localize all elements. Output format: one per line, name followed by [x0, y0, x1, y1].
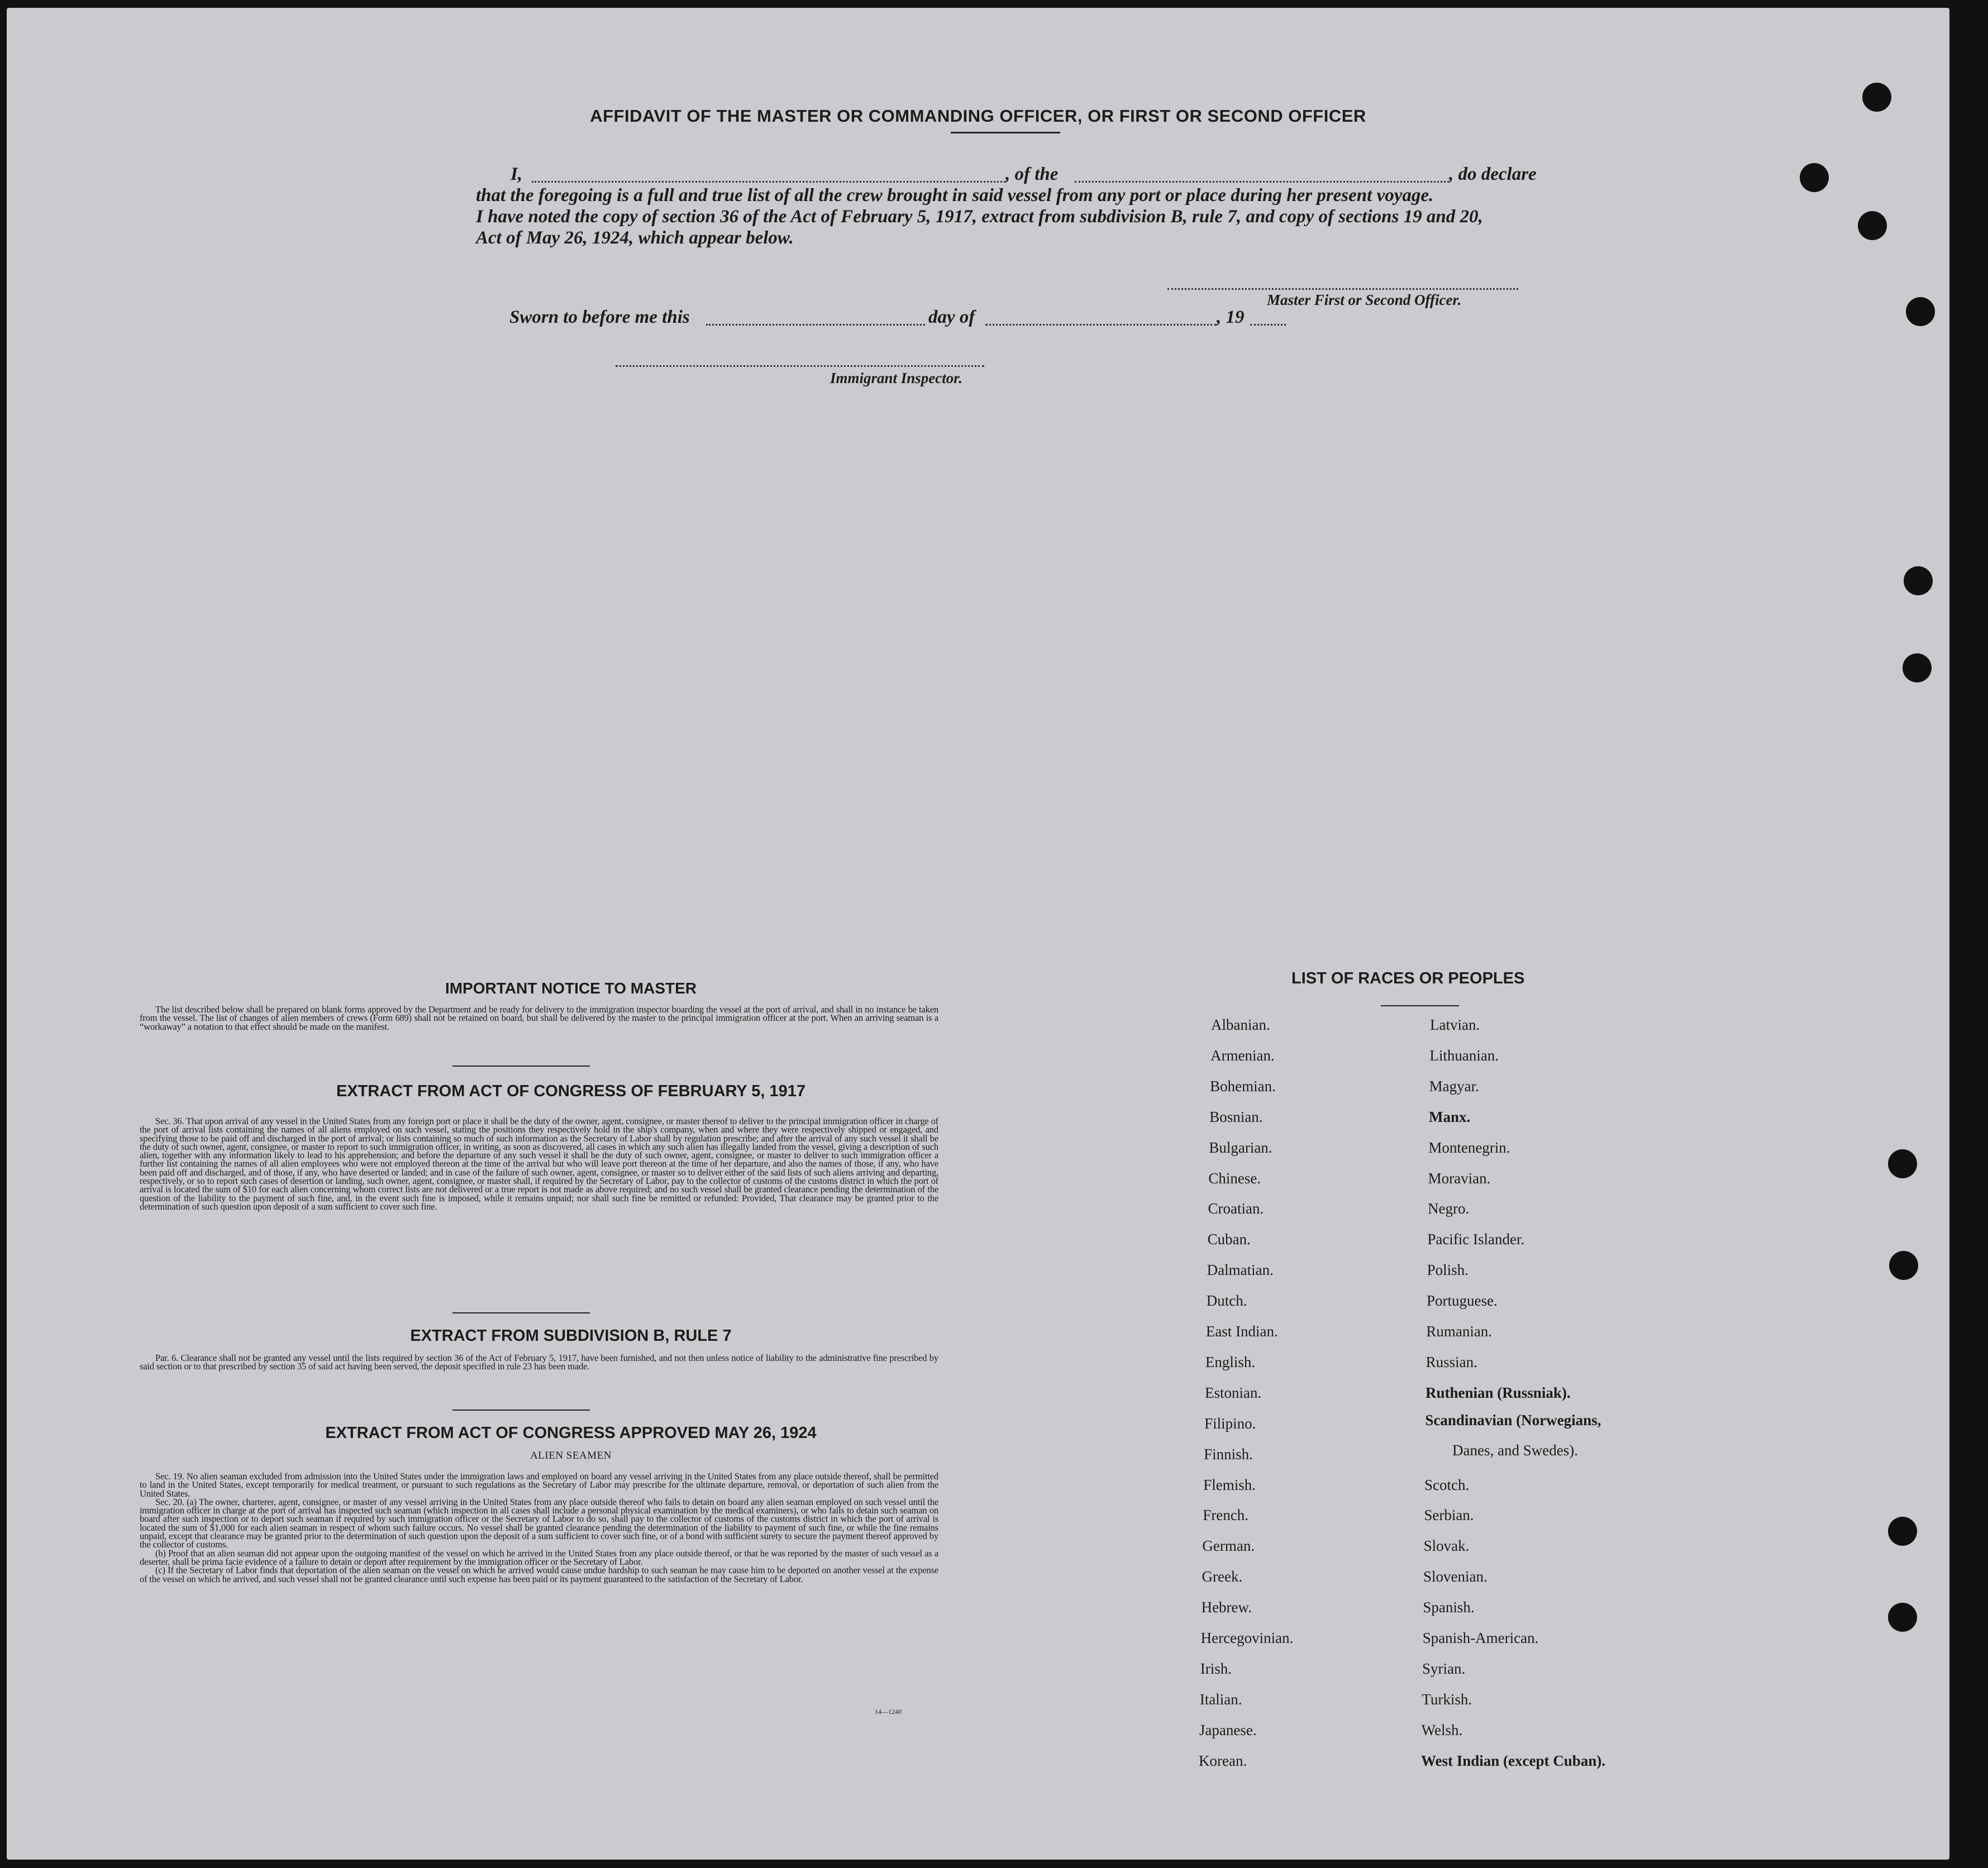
race-item: Hebrew. [1201, 1599, 1252, 1616]
affidavit-i: I, [511, 164, 523, 184]
extract-1917-body [140, 1117, 938, 1211]
notice-body [140, 1005, 938, 1031]
race-item-continuation: Danes, and Swedes). [1452, 1442, 1578, 1459]
extract-1924-paragraph: Sec. 20. (a) The owner, charterer, agent, consignee, or master of any vessel arriving in the United States from any place outside thereof who fails to detain on board any alien seaman employed on such vessel until the immigration officer in charge at the port of arrival has inspected such seaman (which inspection in all cases shall include a personal physical examination by the medical examiners), or who fails to detain such seaman on board after such inspection or to deport such seaman if required by such immigration officer or the Secretary of Labor to do so, shall pay to the collector of customs of the customs district in which the port of arrival is located the sum of $1,000 for each alien seaman in respect of whom such failure occurs. No vessel shall be granted clearance pending the determination of the liability to payment of such fine, or while the fine remains unpaid, except that clearance may be granted prior to the determination of such question upon the deposit of a sum sufficient to cover such fine, or of a bond with sufficient surety to secure the payment thereof approved by the collector of customs. [140, 1496, 938, 1550]
race-item: Slovak. [1423, 1537, 1470, 1555]
extract-rule7-title: EXTRACT FROM SUBDIVISION B, RULE 7 [410, 1327, 732, 1345]
affidavit-title: AFFIDAVIT OF THE MASTER OR COMMANDING OFFICER, OR FIRST OR SECOND OFFICER [590, 106, 1366, 126]
race-item: Greek. [1202, 1568, 1243, 1585]
affidavit-line-3: I have noted the copy of section 36 of the Act of February 5, 1917, extract from subdivision B, rule 7, and copy of sections 19 and 20, [476, 207, 1483, 227]
race-item: Spanish-American. [1422, 1630, 1539, 1646]
race-item: Spanish. [1423, 1599, 1475, 1616]
race-item: Dutch. [1206, 1292, 1247, 1310]
affidavit-line-1 [7, 164, 1949, 187]
form-number: 14—1240 [875, 1708, 902, 1716]
races-divider [1381, 1005, 1459, 1006]
binder-hole [1888, 1149, 1917, 1178]
extract-rule7-body [140, 1354, 938, 1371]
section-divider [452, 1066, 590, 1067]
races-title: LIST OF RACES OR PEOPLES [1291, 969, 1525, 987]
race-item: Estonian. [1205, 1384, 1262, 1401]
name-blank[interactable] [532, 181, 1005, 183]
race-item: Polish. [1427, 1262, 1469, 1279]
race-item: Korean. [1199, 1752, 1247, 1769]
race-item: Dalmatian. [1207, 1262, 1274, 1279]
extract-1924-subtitle: ALIEN SEAMEN [530, 1450, 612, 1461]
document-page [7, 8, 1949, 1860]
extract-1924-title: EXTRACT FROM ACT OF CONGRESS APPROVED MAY 26, 1924 [325, 1424, 817, 1442]
affidavit-line-2: that the foregoing is a full and true list of all the crew brought in said vessel from any port or place during her present voyage. [476, 185, 1434, 206]
race-item: Manx. [1429, 1108, 1471, 1125]
race-item: Ruthenian (Russniak). [1426, 1384, 1571, 1401]
race-item: Serbian. [1424, 1507, 1474, 1524]
inspector-signature-line[interactable] [616, 365, 984, 367]
race-item: Japanese. [1199, 1721, 1257, 1738]
inspector-label: Immigrant Inspector. [830, 370, 963, 386]
race-item: Irish. [1200, 1660, 1232, 1677]
binder-hole [1904, 566, 1933, 595]
race-item: Russian. [1426, 1353, 1477, 1370]
race-item: Italian. [1199, 1690, 1242, 1708]
race-item: French. [1203, 1507, 1249, 1524]
affidavit-of-the: , of the [1005, 164, 1059, 184]
race-item: Filipino. [1204, 1415, 1256, 1432]
race-item: Armenian. [1210, 1047, 1275, 1064]
sworn-year-blank[interactable] [1250, 324, 1286, 326]
race-item: Rumanian. [1426, 1323, 1493, 1340]
extract-1917-paragraph: Sec. 36. That upon arrival of any vessel in the United States from any foreign port or place it shall be the duty of the owner, agent, consignee, or master thereof to deliver to the principal immigration officer in charge of the port of arrival lists containing the names of all aliens employed on such vessel, stating the positions they respectively hold in the ship's company, when and where they were respectively shipped or engaged, and specifying those to be paid off and discharged in the port of arrival; or lists containing so much of such information as the Secretary of Labor shall by regulation prescribe; and after the arrival of any such vessel it shall be the duty of such owner, agent, consignee, or master to report to such immigration officer, in writing, as soon as discovered, all cases in which any such alien has illegally landed from the vessel, giving a description of such alien, together with any information likely to lead to his apprehension; and before the departure of any such vessel it shall be the duty of such owner, agent, consignee, or master to deliver to such immigration officer a further list containing the names of all alien employees who were not employed thereon at the time of the arrival but who will leave port thereon at the time of her departure, and also the names of those, if any, who have been paid off and discharged, and of those, if any, who have deserted or landed; and in case of the failure of such owner, agent, consignee, or master so to deliver either of the said lists of such aliens arriving and departing, respectively, or so to report such cases of desertion or landing, such owner, agent, consignee, or master shall, if required by the Secretary of Labor, pay to the collector of customs of the customs district in which the port of arrival is located the sum of $10 for each alien concerning whom correct lists are not delivered or a true report is not made as above required; and no such vessel shall be granted clearance pending the determination of the question of the liability to the payment of such fine, and, in the event such fine is imposed, while it remains unpaid; nor shall such fine be remitted or refunded: Provided, That clearance may be granted prior to the determination of such question upon deposit of a sum sufficient to cover such fine. [140, 1116, 938, 1212]
binder-hole [1889, 1251, 1918, 1280]
race-item: Montenegrin. [1428, 1139, 1510, 1156]
binder-hole [1888, 1517, 1917, 1546]
title-divider [951, 132, 1060, 133]
race-item: Pacific Islander. [1427, 1231, 1525, 1248]
sworn-year: , 19 [1217, 307, 1245, 327]
binder-hole [1888, 1603, 1917, 1632]
race-item: Portuguese. [1427, 1292, 1498, 1310]
race-item: Slovenian. [1423, 1568, 1488, 1585]
extract-rule7-paragraph: Par. 6. Clearance shall not be granted any vessel until the lists required by section 36 of the Act of February 5, 1917, have been furnished, and not then unless notice of liability to the administrative fine prescribed by said section or to that prescribed by section 35 of said act having been served, the deposit specified in rule 23 has been made. [140, 1353, 938, 1372]
race-item: Syrian. [1422, 1660, 1466, 1677]
race-item: West Indian (except Cuban). [1421, 1752, 1606, 1769]
race-item: Croatian. [1208, 1200, 1264, 1217]
sworn-day-blank[interactable] [706, 324, 925, 326]
extract-1924-body [140, 1472, 938, 1583]
extract-1917-title: EXTRACT FROM ACT OF CONGRESS OF FEBRUARY 5, 1917 [336, 1082, 806, 1100]
master-signature-line[interactable] [1167, 288, 1518, 290]
race-item: Hercegovinian. [1200, 1630, 1294, 1646]
race-item: Scandinavian (Norwegians, [1425, 1411, 1601, 1429]
affidavit-line-4: Act of May 26, 1924, which appear below. [476, 228, 794, 248]
race-item: East Indian. [1205, 1323, 1278, 1340]
extract-1924-paragraph: Sec. 19. No alien seaman excluded from admission into the United States under the immigration laws and employed on board any vessel arriving in the United States from any place outside thereof, shall be permitted to land in the United States, except temporarily for medical treatment, or pursuant to such regulations as the Secretary of Labor may prescribe for the ultimate departure, removal, or deportation of such alien from the United States. [140, 1471, 938, 1499]
extract-1924-paragraph: (c) If the Secretary of Labor finds that deportation of the alien seaman on the vessel on which he arrived would cause undue hardship to such seaman he may cause him to be deported on another vessel at the expense of the vessel on which he arrived, and such vessel shall not be granted clearance until such expense has been paid or its payment guaranteed to the satisfaction of the Secretary of Labor. [140, 1565, 938, 1584]
section-divider [452, 1410, 590, 1411]
race-item: Albanian. [1211, 1016, 1270, 1033]
race-item: Bosnian. [1209, 1108, 1263, 1125]
position-blank[interactable] [1075, 181, 1449, 183]
race-item: Finnish. [1204, 1445, 1253, 1463]
race-item: German. [1202, 1537, 1255, 1555]
notice-title: IMPORTANT NOTICE TO MASTER [445, 980, 697, 997]
race-item: Bohemian. [1210, 1077, 1276, 1095]
sworn-prefix: Sworn to before me this [509, 307, 690, 327]
sworn-line [7, 307, 1949, 329]
race-item: Flemish. [1203, 1476, 1256, 1493]
race-item: Moravian. [1428, 1169, 1491, 1187]
race-item: Bulgarian. [1209, 1139, 1272, 1156]
race-item: Negro. [1428, 1200, 1470, 1217]
race-item: Turkish. [1422, 1690, 1472, 1708]
race-item: Cuban. [1207, 1231, 1251, 1248]
master-signature-label: Master First or Second Officer. [1267, 292, 1462, 308]
race-item: Chinese. [1208, 1169, 1261, 1187]
race-item: Latvian. [1430, 1016, 1480, 1033]
binder-hole [1858, 211, 1887, 240]
race-item: Lithuanian. [1429, 1047, 1499, 1064]
race-item: English. [1205, 1353, 1256, 1370]
extract-1924-paragraph: (b) Proof that an alien seaman did not appear upon the outgoing manifest of the vessel on which he arrived in the United States from any place outside thereof, or that he was reported by the master of such vessel as a deserter, shall be prima facie evidence of a failure to detain or deport after requirement by the immigration officer or the Secretary of Labor. [140, 1547, 938, 1567]
affidavit-declare: , do declare [1449, 164, 1537, 184]
binder-hole [1903, 653, 1932, 682]
sworn-month-blank[interactable] [985, 324, 1217, 326]
notice-paragraph: The list described below shall be prepared on blank forms approved by the Department and be ready for delivery to the immigration inspector boarding the vessel at the port of arrival, and shall in no instance be taken from the vessel. The list of changes of alien members of crews (Form 689) shall not be retained on board, but shall be delivered by the master to the principal immigration officer at the port. When an arriving seaman is a “workaway” a notation to that effect should be made on the manifest. [140, 1004, 938, 1032]
race-item: Magyar. [1429, 1077, 1479, 1095]
race-item: Scotch. [1424, 1476, 1470, 1493]
section-divider [452, 1312, 590, 1313]
sworn-day-of: day of [928, 307, 975, 327]
race-item: Welsh. [1421, 1721, 1463, 1738]
